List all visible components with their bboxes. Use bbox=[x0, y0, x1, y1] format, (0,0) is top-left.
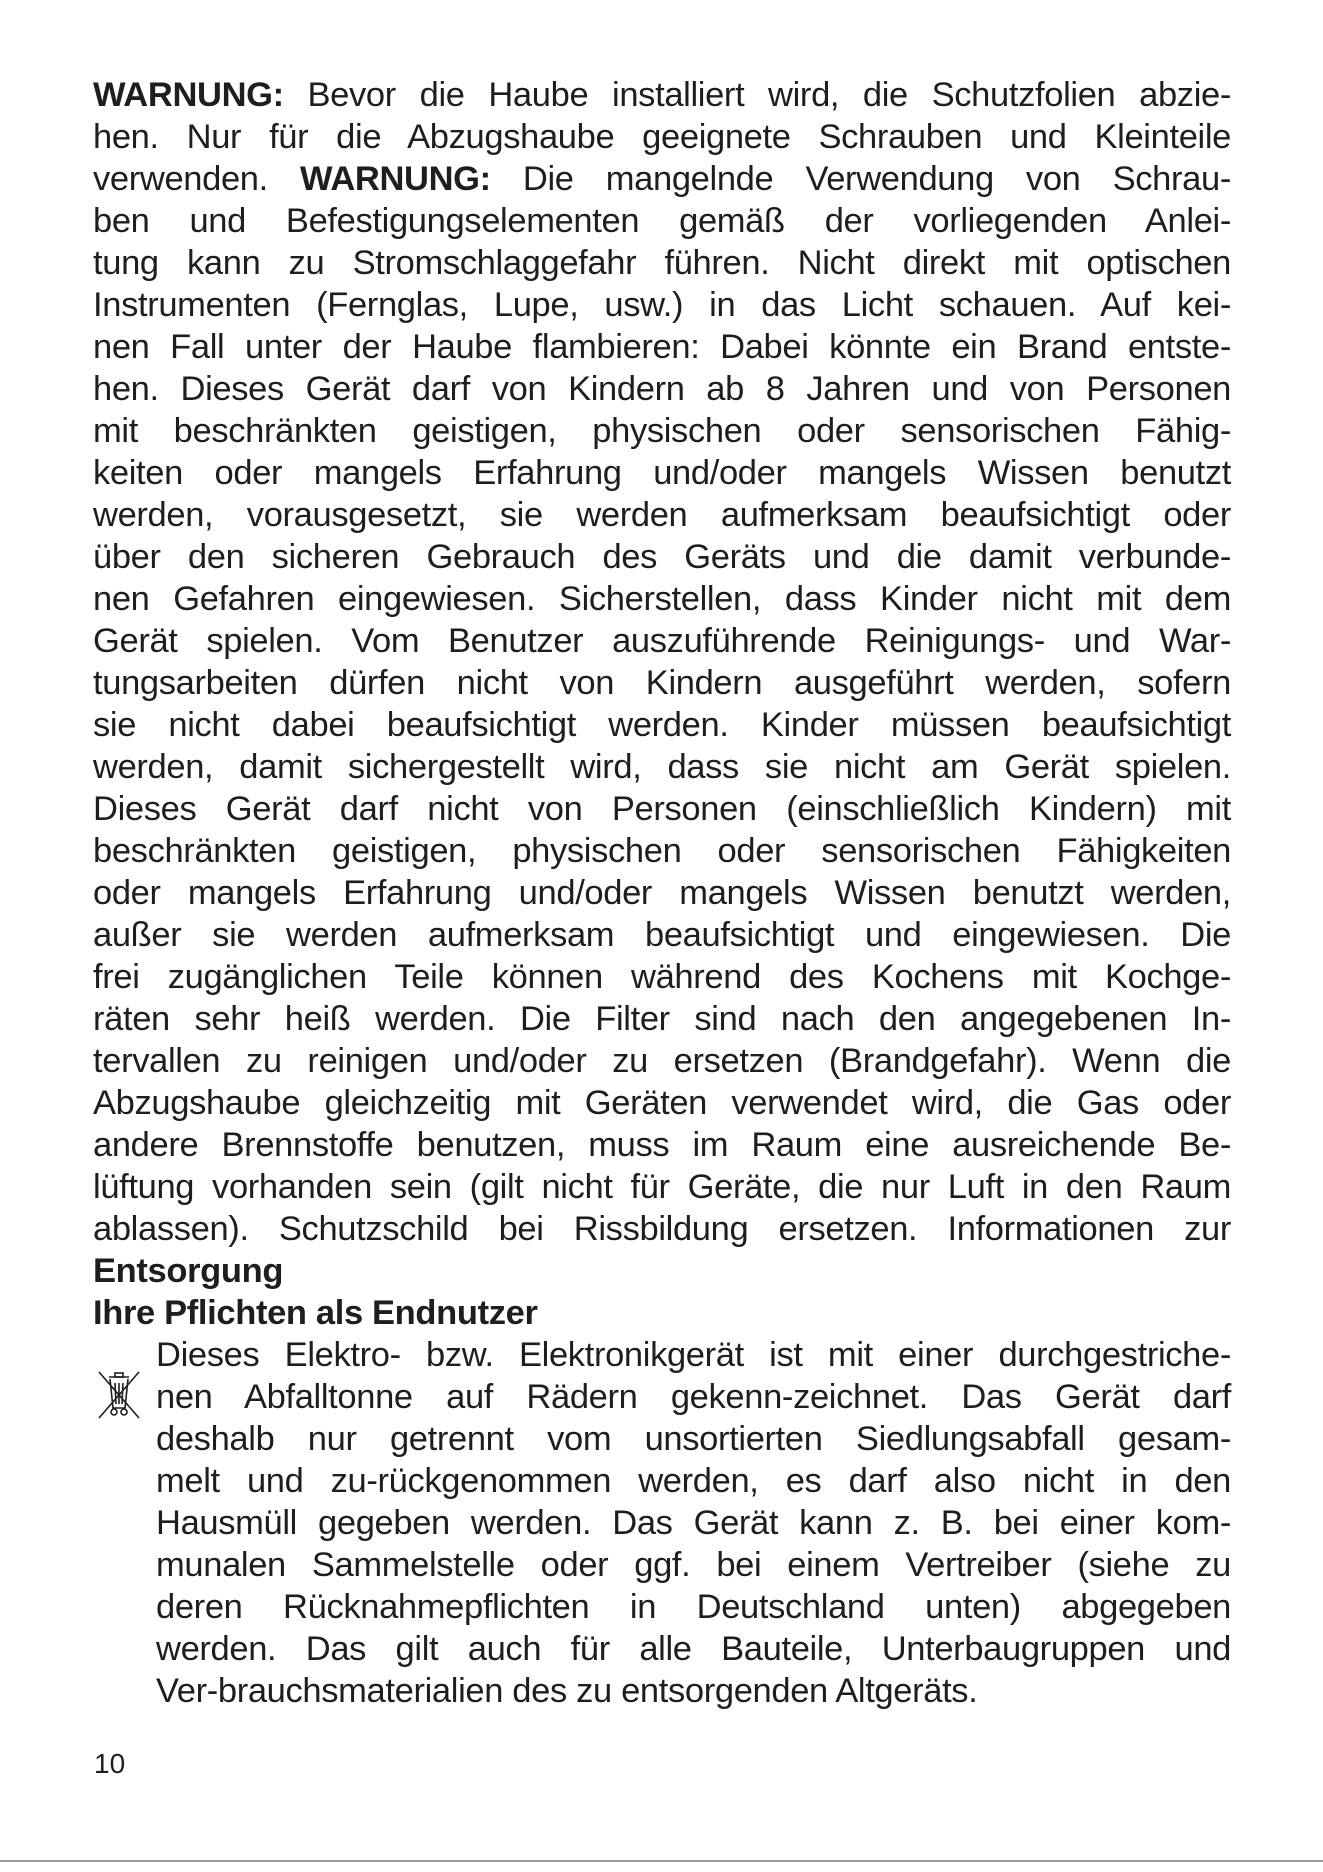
text-line: Dieses Gerät darf nicht von Personen (einschließlich Kindern) mit bbox=[93, 790, 1231, 828]
text-line: hen. Nur für die Abzugshaube geeignete Schrauben und Kleinteile bbox=[93, 118, 1231, 156]
weee-text-line: deshalb nur getrennt vom unsortierten Siedlungsabfall gesam- bbox=[156, 1420, 1231, 1458]
text-line: außer sie werden aufmerksam beaufsichtigt und eingewiesen. Die bbox=[93, 916, 1231, 954]
text-line: frei zugänglichen Teile können während des Kochens mit Kochge- bbox=[93, 958, 1231, 996]
heading-disposal: Entsorgung bbox=[93, 1252, 284, 1290]
text-line: Instrumenten (Fernglas, Lupe, usw.) in das Licht schauen. Auf kei- bbox=[93, 286, 1231, 324]
weee-text-line: nen Abfalltonne auf Rädern gekenn-zeichnet. Das Gerät darf bbox=[156, 1378, 1231, 1416]
bottom-rule bbox=[0, 1860, 1323, 1862]
heading-end-user-duties: Ihre Pflichten als Endnutzer bbox=[93, 1294, 538, 1332]
text-line: Abzugshaube gleichzeitig mit Geräten verwendet wird, die Gas oder bbox=[93, 1084, 1231, 1122]
text-line: werden, damit sichergestellt wird, dass sie nicht am Gerät spielen. bbox=[93, 748, 1231, 786]
text-line: sie nicht dabei beaufsichtigt werden. Kinder müssen beaufsichtigt bbox=[93, 706, 1231, 744]
warning-label: WARNUNG: bbox=[93, 76, 284, 114]
text-line: beschränkten geistigen, physischen oder sensorischen Fähigkeiten bbox=[93, 832, 1231, 870]
text-line: oder mangels Erfahrung und/oder mangels Wissen benutzt werden, bbox=[93, 874, 1231, 912]
weee-text-line: melt und zu-rückgenommen werden, es darf also nicht in den bbox=[156, 1462, 1231, 1500]
weee-text-line: Dieses Elektro- bzw. Elektronikgerät ist mit einer durchgestriche- bbox=[156, 1336, 1231, 1374]
crossed-out-wheelie-bin-icon bbox=[93, 1368, 145, 1422]
text-line: werden, vorausgesetzt, sie werden aufmerksam beaufsichtigt oder bbox=[93, 496, 1231, 534]
text-line: über den sicheren Gebrauch des Geräts und die damit verbunde- bbox=[93, 538, 1231, 576]
weee-text-line: munalen Sammelstelle oder ggf. bei einem Vertreiber (siehe zu bbox=[156, 1546, 1231, 1584]
text-line: verwenden. WARNUNG: Die mangelnde Verwendung von Schrau- bbox=[93, 160, 1231, 198]
text-line: keiten oder mangels Erfahrung und/oder mangels Wissen benutzt bbox=[93, 454, 1231, 492]
text-line: ablassen). Schutzschild bei Rissbildung ersetzen. Informationen zur bbox=[93, 1210, 1231, 1248]
text-line: mit beschränkten geistigen, physischen oder sensorischen Fähig- bbox=[93, 412, 1231, 450]
text-line: tervallen zu reinigen und/oder zu ersetzen (Brandgefahr). Wenn die bbox=[93, 1042, 1231, 1080]
text-line: lüftung vorhanden sein (gilt nicht für Geräte, die nur Luft in den Raum bbox=[93, 1168, 1231, 1206]
weee-text-line: Hausmüll gegeben werden. Das Gerät kann z. B. bei einer kom- bbox=[156, 1504, 1231, 1542]
text-line: andere Brennstoffe benutzen, muss im Raum eine ausreichende Be- bbox=[93, 1126, 1231, 1164]
text-line: tungsarbeiten dürfen nicht von Kindern ausgeführt werden, sofern bbox=[93, 664, 1231, 702]
text-line: nen Gefahren eingewiesen. Sicherstellen, dass Kinder nicht mit dem bbox=[93, 580, 1231, 618]
page-number: 10 bbox=[94, 1748, 126, 1779]
text-line: WARNUNG: Bevor die Haube installiert wird, die Schutzfolien abzie- bbox=[93, 76, 1231, 114]
text-line: Gerät spielen. Vom Benutzer auszuführende Reinigungs- und War- bbox=[93, 622, 1231, 660]
text-line: tung kann zu Stromschlaggefahr führen. Nicht direkt mit optischen bbox=[93, 244, 1231, 282]
text-line: hen. Dieses Gerät darf von Kindern ab 8 Jahren und von Personen bbox=[93, 370, 1231, 408]
weee-text-line: Ver-brauchsmaterialien des zu entsorgenden Altgeräts. bbox=[156, 1672, 978, 1710]
weee-text-line: werden. Das gilt auch für alle Bauteile, Unterbaugruppen und bbox=[156, 1630, 1231, 1668]
text-line: räten sehr heiß werden. Die Filter sind nach den angegebenen In- bbox=[93, 1000, 1231, 1038]
warning-text-block bbox=[93, 74, 1231, 1712]
weee-text-line: deren Rücknahmepflichten in Deutschland unten) abgegeben bbox=[156, 1588, 1231, 1626]
text-line: nen Fall unter der Haube flambieren: Dabei könnte ein Brand entste- bbox=[93, 328, 1231, 366]
warning-label: WARNUNG: bbox=[300, 160, 491, 198]
text-line: ben und Befestigungselementen gemäß der vorliegenden Anlei- bbox=[93, 202, 1231, 240]
